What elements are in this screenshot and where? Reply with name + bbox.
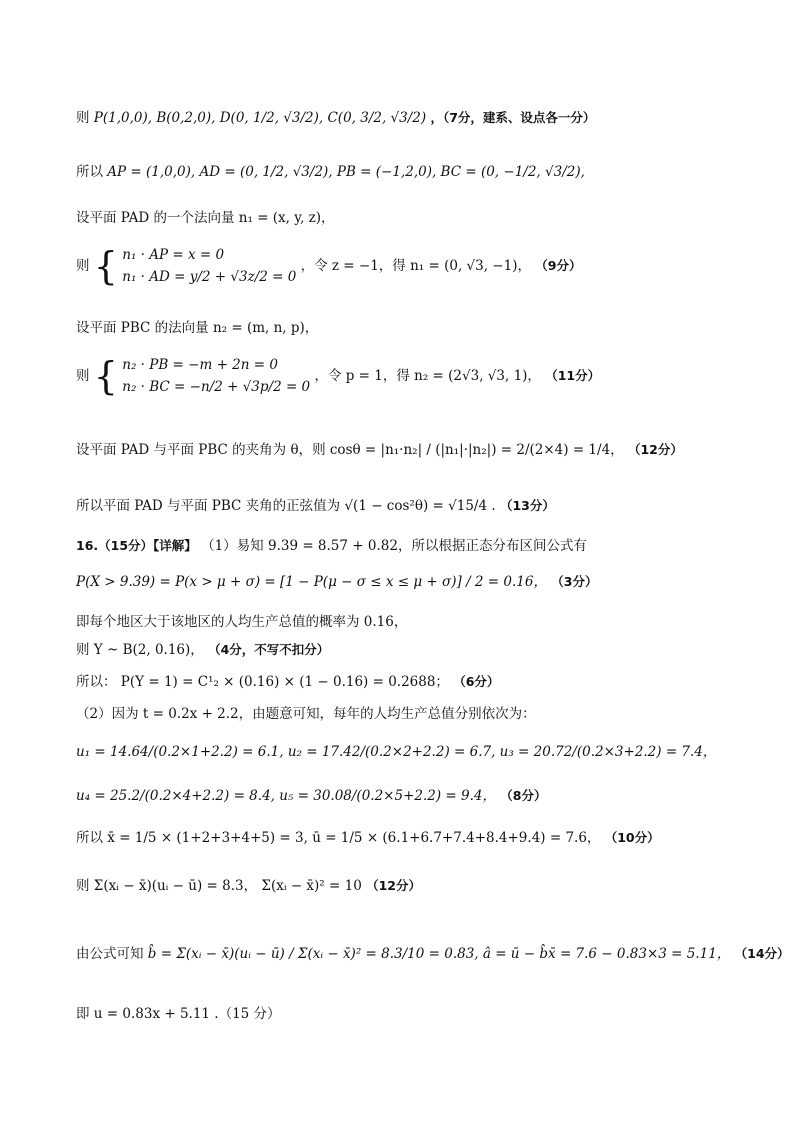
score-note: （14分） bbox=[734, 946, 790, 961]
u-values-4-5: u₄ = 25.2/(0.2×4+2.2) = 8.4, u₅ = 30.08/(0.2×5+2.2) = 9.4， bbox=[76, 788, 496, 804]
mean-values: 所以 x̄ = 1/5 × (1+2+3+4+5) = 3, ū = 1/5 × (6.1+6.7+7.4+8.4+9.4) = 7.6， bbox=[76, 830, 601, 846]
equation-1: n₂ · PB = −m + 2n = 0 bbox=[122, 357, 278, 373]
equation-2: n₁ · AD = y/2 + √3z/2 = 0 bbox=[122, 269, 297, 285]
score-note: （13分） bbox=[499, 498, 555, 513]
score-note: （11分） bbox=[545, 368, 601, 383]
question-heading: 16.（15分）【详解】 bbox=[76, 538, 197, 553]
text-prefix: 由公式可知 bbox=[76, 946, 144, 962]
text-prefix: 则 bbox=[76, 258, 90, 274]
regression-equation: 即 u = 0.83x + 5.11 .（15 分） bbox=[76, 1006, 281, 1022]
line-part2-intro bbox=[76, 704, 536, 724]
line-normal-pbc bbox=[76, 318, 318, 338]
line-u-values-2 bbox=[76, 786, 546, 806]
score-note: （3分） bbox=[551, 574, 598, 589]
equation-system bbox=[122, 354, 310, 398]
left-brace: { bbox=[93, 244, 118, 288]
line-normal-pad bbox=[76, 208, 335, 228]
u-values-1-3: u₁ = 14.64/(0.2×1+2.2) = 6.1, u₂ = 17.42/(0.2×2+2.2) = 6.7, u₃ = 20.72/(0.2×3+2.2) = 7.4， bbox=[76, 744, 717, 760]
line-sums bbox=[76, 876, 421, 896]
line-system-pbc bbox=[76, 354, 600, 398]
line-system-pad bbox=[76, 244, 581, 288]
sine-result: 所以平面 PAD 与平面 PBC 夹角的正弦值为 √(1 − cos²θ) = √15/4 . bbox=[76, 498, 496, 514]
normal-vector-def: 设平面 PAD 的一个法向量 n₁ = (x, y, z)， bbox=[76, 210, 335, 226]
line-binomial bbox=[76, 640, 329, 660]
score-note: （8分） bbox=[500, 788, 547, 803]
vector-coordinates: AP = (1,0,0), AD = (0, 1/2, √3/2), PB = (−1,2,0), BC = (0, −1/2, √3/2), bbox=[107, 164, 585, 180]
line-regression-coeffs bbox=[76, 944, 790, 964]
text-prefix: 所以 bbox=[76, 164, 103, 180]
probability-formula: P(X > 9.39) = P(x > μ + σ) = [1 − P(μ − σ ≤ x ≤ μ + σ)] / 2 = 0.16， bbox=[76, 574, 547, 590]
line-cos-angle bbox=[76, 440, 683, 460]
left-brace: { bbox=[93, 354, 118, 398]
score-note: （12分） bbox=[627, 442, 683, 457]
score-note: （12分） bbox=[366, 878, 421, 893]
line-means bbox=[76, 828, 660, 848]
equation-system bbox=[122, 244, 296, 288]
line-points bbox=[76, 108, 595, 128]
binomial-dist: 则 Y ~ B(2, 0.16)， bbox=[76, 642, 204, 658]
text-prefix: 则 bbox=[76, 110, 90, 126]
point-coordinates: P(1,0,0), B(0,2,0), D(0, 1/2, √3/2), C(0, 3/2, √3/2) bbox=[93, 110, 427, 126]
line-probability bbox=[76, 572, 597, 592]
score-note: ，（7分，建系、设点各一分） bbox=[430, 110, 596, 125]
score-note: （6分） bbox=[453, 674, 500, 689]
solution-text: ，令 z = −1，得 n₁ = (0, √3, −1)， bbox=[300, 258, 531, 274]
line-q16-start bbox=[76, 536, 587, 556]
normal-vector-def: 设平面 PBC 的法向量 n₂ = (m, n, p)， bbox=[76, 320, 319, 336]
sum-values: 则 Σ(xᵢ − x̄)(uᵢ − ū) = 8.3， Σ(xᵢ − x̄)² = 10 bbox=[76, 878, 362, 894]
line-sine-value bbox=[76, 496, 555, 516]
score-note: （4分，不写不扣分） bbox=[208, 642, 330, 657]
probability-result: 所以： P(Y = 1) = C¹₂ × (0.16) × (1 − 0.16) = 0.2688； bbox=[76, 674, 449, 690]
line-py1 bbox=[76, 672, 499, 692]
part1-intro: （1）易知 9.39 = 8.57 + 0.82，所以根据正态分布区间公式有 bbox=[201, 538, 587, 554]
regression-coefficients: b̂ = Σ(xᵢ − x̄)(uᵢ − ū) / Σ(xᵢ − x̄)² = 8.3/10 = 0.83, â = ū − b̂x̄ = 7.6 − 0.83×3 = 5.11， bbox=[147, 946, 731, 962]
line-u-values-1 bbox=[76, 742, 716, 762]
line-vectors bbox=[76, 162, 585, 182]
equation-1: n₁ · AP = x = 0 bbox=[122, 247, 225, 263]
cos-formula: 设平面 PAD 与平面 PBC 的夹角为 θ，则 cosθ = |n₁·n₂| / (|n₁|·|n₂|) = 2/(2×4) = 1/4， bbox=[76, 442, 624, 458]
line-meaning bbox=[76, 612, 407, 632]
score-note: （10分） bbox=[604, 830, 660, 845]
interpretation-text: 即每个地区大于该地区的人均生产总值的概率为 0.16， bbox=[76, 614, 408, 630]
equation-2: n₂ · BC = −n/2 + √3p/2 = 0 bbox=[122, 379, 311, 395]
text-prefix: 则 bbox=[76, 368, 90, 384]
line-regression-eq bbox=[76, 1004, 281, 1024]
score-note: （9分） bbox=[535, 258, 582, 273]
part2-intro: （2）因为 t = 0.2x + 2.2，由题意可知，每年的人均生产总值分别依次为： bbox=[76, 706, 536, 722]
solution-text: ，令 p = 1，得 n₂ = (2√3, √3, 1)， bbox=[314, 368, 541, 384]
